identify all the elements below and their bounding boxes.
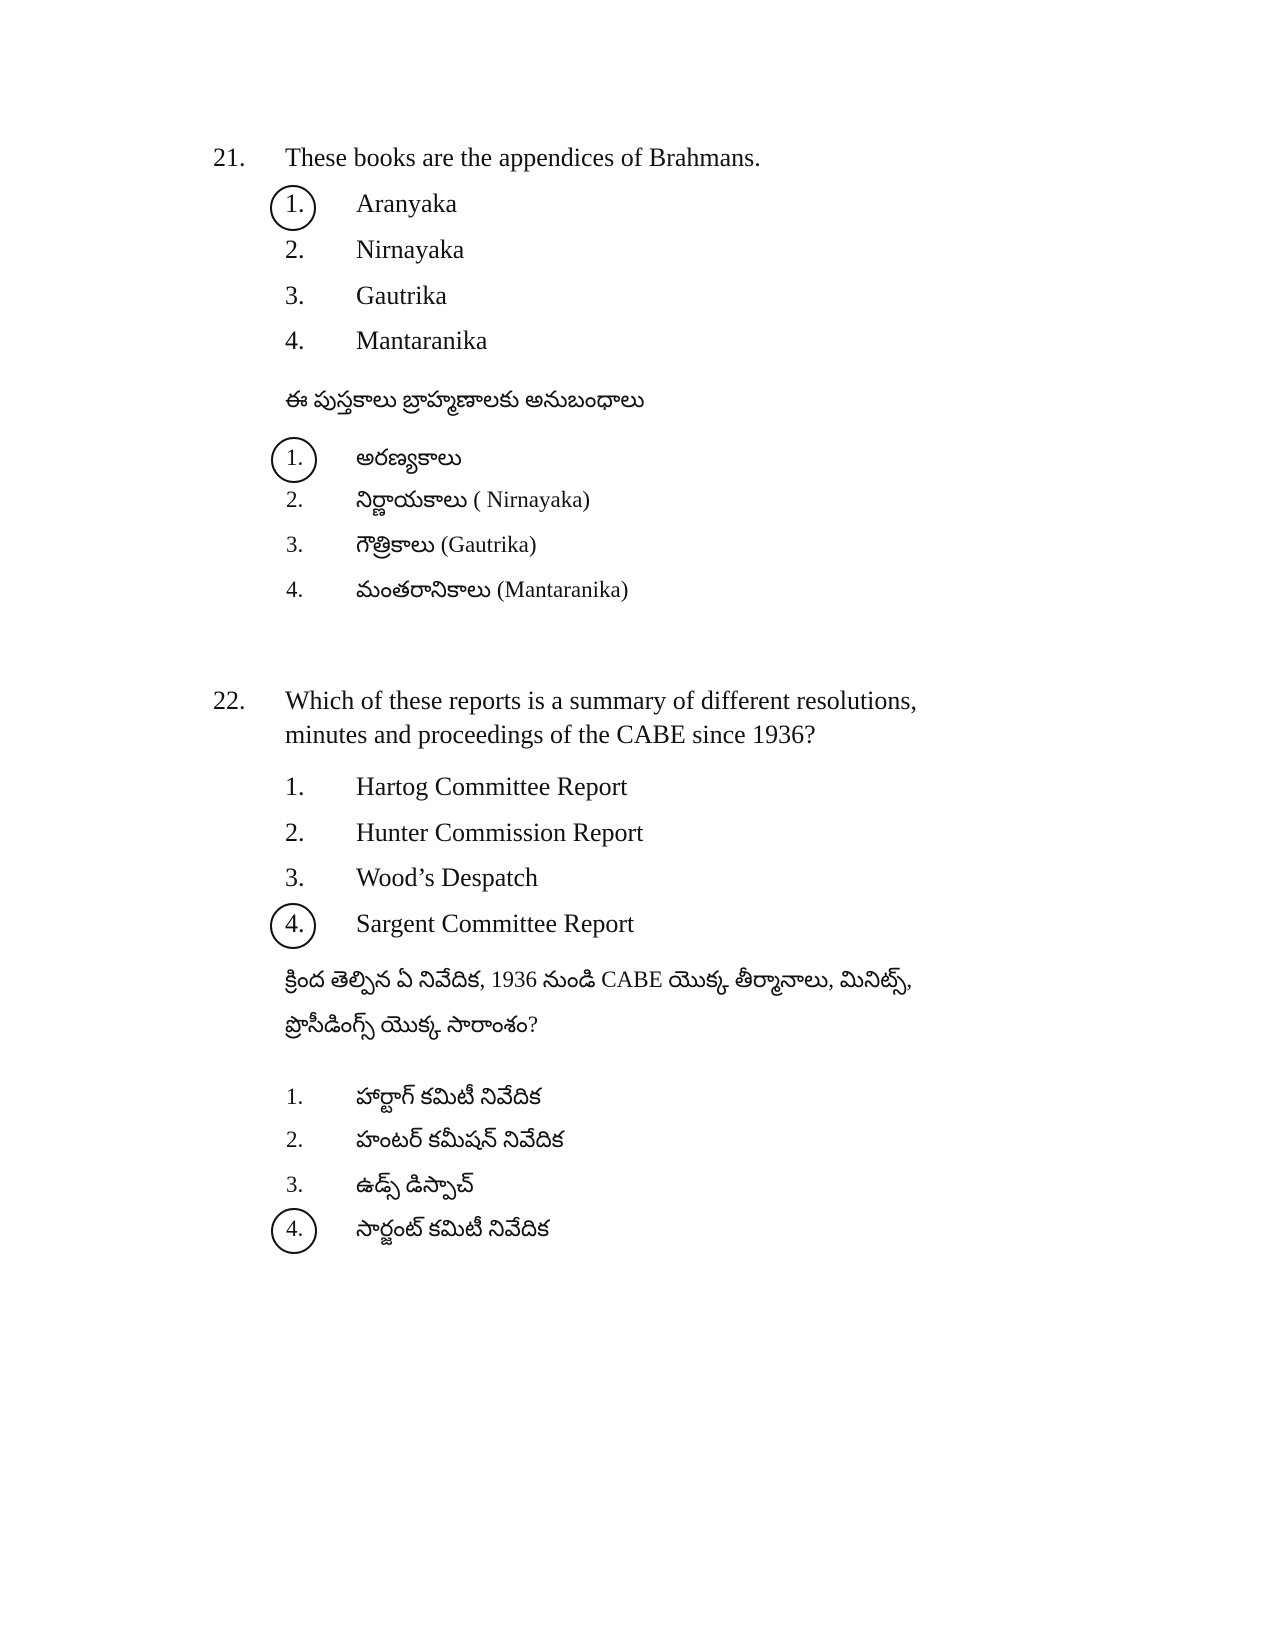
option-number: 3. [286, 1172, 304, 1197]
option-text: Wood’s Despatch [356, 863, 539, 892]
option-number: 2. [286, 1127, 304, 1152]
option-text: Hartog Committee Report [356, 772, 628, 801]
option-text: సార్జంట్ కమిటీ నివేదిక [356, 1216, 550, 1241]
option-text: ఉడ్స్ డిస్పాచ్ [356, 1172, 474, 1197]
option-text: Aranyaka [356, 189, 458, 218]
option-number: 1. [285, 772, 305, 801]
question-text: These books are the appendices of Brahmans. [285, 143, 761, 172]
question-number: 21. [213, 143, 246, 172]
option-text: హంటర్ కమీషన్ నివేదిక [356, 1127, 564, 1152]
option-text: Sargent Committee Report [356, 909, 635, 938]
question-text-telugu: ఈ పుస్తకాలు బ్రాహ్మణాలకు అనుబంధాలు [285, 387, 645, 412]
question-text-telugu-line1: క్రింద తెల్పిన ఏ నివేదిక, 1936 నుండి CABE యొక్క తీర్మానాలు, మినిట్స్, [285, 967, 913, 992]
option-number: 1. [286, 1084, 304, 1109]
option-number: 3. [286, 532, 304, 557]
option-number: 3. [285, 281, 305, 310]
question-text-line1: Which of these reports is a summary of different resolutions, [285, 686, 918, 715]
option-number: 4. [285, 909, 305, 938]
option-number: 1. [286, 445, 304, 470]
option-text: నిర్ణాయకాలు ( Nirnayaka) [356, 487, 591, 512]
option-text: Gautrika [356, 281, 447, 310]
option-text: Nirnayaka [356, 235, 465, 264]
option-number: 2. [285, 818, 305, 847]
option-number: 2. [285, 235, 305, 264]
option-text: Mantaranika [356, 326, 488, 355]
option-number: 4. [286, 577, 304, 602]
option-text: మంతరానికాలు (Mantaranika) [356, 577, 629, 602]
question-text-telugu-line2: ప్రొసీడింగ్స్ యొక్క సారాంశం? [285, 1012, 539, 1037]
option-number: 2. [286, 487, 304, 512]
option-text: Hunter Commission Report [356, 818, 644, 847]
option-text: గౌత్రికాలు (Gautrika) [356, 532, 537, 557]
option-number: 4. [286, 1216, 304, 1241]
question-number: 22. [213, 686, 246, 715]
option-text: అరణ్యకాలు [356, 445, 462, 470]
option-number: 1. [285, 189, 305, 218]
option-number: 3. [285, 863, 305, 892]
question-text-line2: minutes and proceedings of the CABE since 1936? [285, 720, 816, 749]
option-text: హార్టాగ్ కమిటీ నివేదిక [356, 1084, 542, 1109]
option-number: 4. [285, 326, 305, 355]
